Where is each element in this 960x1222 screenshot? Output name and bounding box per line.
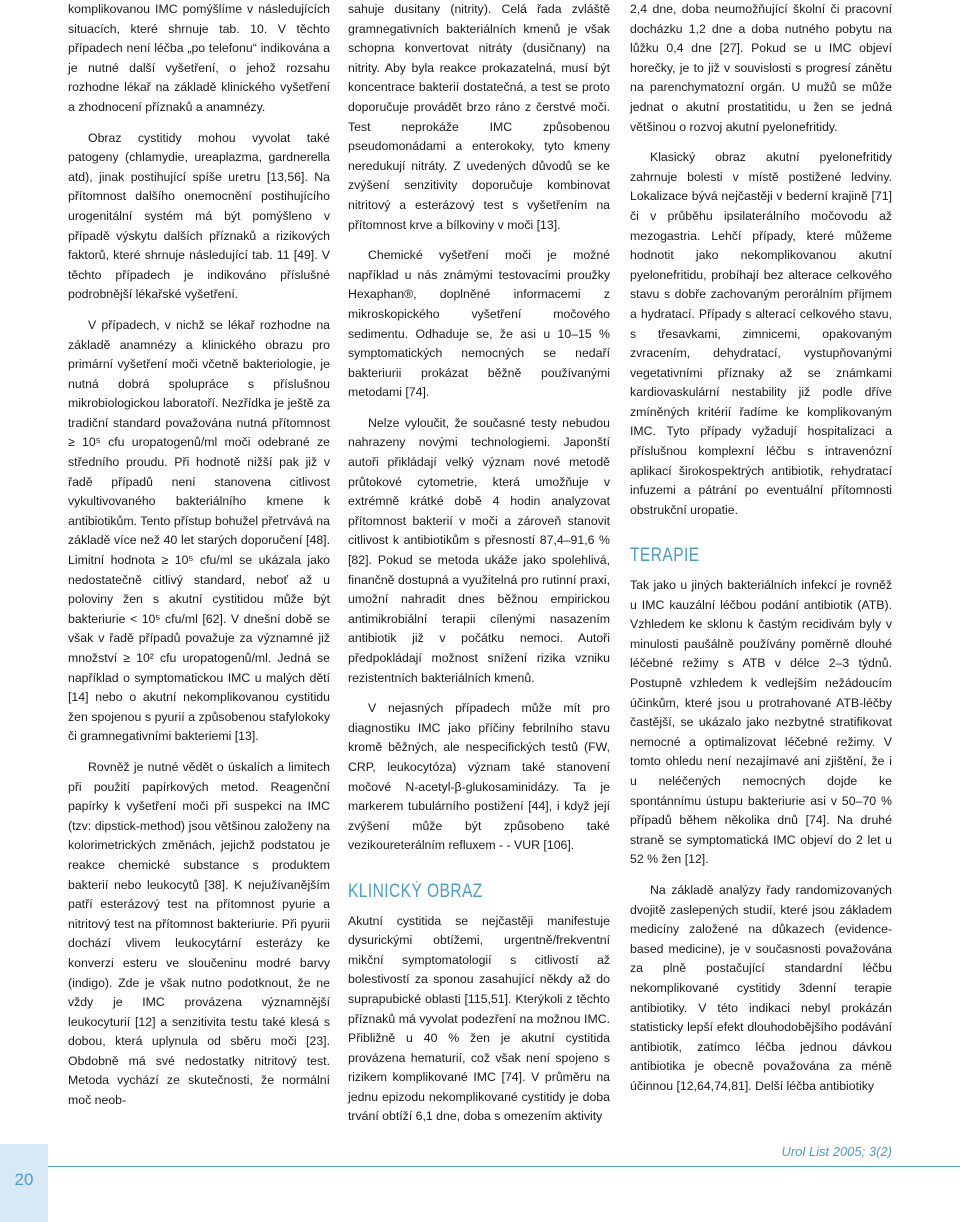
- page-number: 20: [14, 1170, 34, 1189]
- paragraph: V případech, v nichž se lékař rozhodne na základě anamnézy a klinického obrazu pro primární vyšetření moči včetně bakteriologie, je nutná dobrá spolupráce s příslušnou mikrobiologickou laboratoří. Nezřídka je ještě za tradiční standard považována nutná přítomnost ≥ 10⁵ cfu uropatogenů/ml moči odebrané ze středního proudu. Při hodnotě nižší pak již v řadě případů není stanovena citlivost vykultivovaného bakteriálního kmene k antibiotikům. Tento přístup bohužel přetrvává na základě více než 40 let starých doporučení [48]. Limitní hodnota ≥ 10⁵ cfu/ml se ukázala jako nedostatečně citlivý standard, neboť až u poloviny žen s akutní cystitidou může být bakteriurie < 10⁵ cfu/ml [62]. V dnešní době se však v řadě případů považuje za významné již množství ≥ 10² cfu uropatogenů/ml. Jedná se například o symptomatickou IMC u malých dětí [14] nebo o akutní nekomplikovanou cystitidu žen spojenou s pyurií a způsobenou stafylokoky či gramnegativními bakteriemi [13].: [68, 317, 330, 744]
- paragraph: komplikovanou IMC pomýšlíme v následujících situacích, které shrnuje tab. 10. V těchto případech není léčba „po telefonu“ indikována a je nutné další vyšetření, o jehož rozsahu rozhodne lékař na základě klinického vyšetření a zhodnocení příznaků a anamnézy.: [68, 2, 330, 114]
- paragraph: Obraz cystitidy mohou vyvolat také patogeny (chlamydie, ureaplazma, gardnerella atd), jinak postihující spíše uretru [13,56]. Na přítomnost dalšího onemocnění postihujícího urogenitální systém má být pomýšleno v případě výskytu dalších příznaků a rizikových faktorů, které shrnuje následující tab. 11 [49]. V těchto případech je indikováno příslušné podrobnější lékařské vyšetření.: [68, 130, 330, 302]
- text-column-2: [348, 0, 610, 1138]
- section-heading-terapie: TERAPIE: [630, 545, 700, 567]
- footer-rule: [48, 1166, 960, 1167]
- journal-citation: Urol List 2005; 3(2): [781, 1144, 892, 1159]
- paragraph: sahuje dusitany (nitrity). Celá řada zvláště gramnegativních bakteriálních kmenů je však schopna konvertovat nitráty (dusičnany) na nitrity. Aby byla reakce prokazatelná, musí být koncentrace bakterií dostatečná, a test se proto doporučuje provádět brzo ráno z čerstvé moči. Test neprokáže IMC způsobenou pseudomonádami a enterokoky, tyto kmeny neredukují nitráty. Z uvedených důvodů se ke zvýšení senzitivity doporučuje kombinovat nitritový a esterázový test s vyšetřením na přítomnost krve a bílkoviny v moči [13].: [348, 2, 610, 232]
- paragraph: Tak jako u jiných bakteriálních infekcí je rovněž u IMC kauzální léčbou podání antibiotik (ATB). Vzhledem ke sklonu k častým recidivám byly v minulosti paušálně používány poměrně dlouhé léčebné režimy s ATB v délce 2–3 týdnů. Postupně vzhledem k vedlejším nežádoucím účinkům, které jsou u protrahované ATB-léčby častější, se ukázalo jako nezbytné stratifikovat nemocné a optimalizovat léčebné režimy. V tomto ohledu není nezajímavé ani zjištění, že i u neléčených nemocných dojde ke spontánnímu ústupu bakteriurie asi v 50–70 % případů během několika dnů [74]. Na druhé straně se symptomatická IMC objeví do 2 let u 52 % žen [12].: [630, 578, 892, 867]
- text-column-1: [68, 0, 330, 1122]
- paragraph: Nelze vyloučit, že současné testy nebudou nahrazeny novými technologiemi. Japonští autoři přikládají velký význam nové metodě průtokové cytometrie, která umožňuje v extrémně krátké době 4 hodin analyzovat přítomnost bakterií v moči a zároveň stanovit citlivost k antibiotikům s přesností 87,4–91,6 % [82]. Pokud se metoda ukáže jako spolehlivá, finančně dostupná a využitelná pro rutinní praxi, umožní nahradit dnes běžnou empirickou antimikrobiální terapii cílenými nasazením antibiotik již v počátku nemoci. Autoři předpokládají možnost snížení rizika vzniku rezistentních bakteriálních kmenů.: [348, 415, 610, 685]
- text-column-3: [630, 0, 892, 1107]
- paragraph: Akutní cystitida se nejčastěji manifestuje dysurickými obtížemi, urgentně/frekventní mikční symptomatologií s citlivostí až bolestivostí za sponou zasahující někdy až do suprapubické oblasti [115,51]. Kterýkoli z těchto příznaků má vyvolat podezření na možnou IMC. Přibližně u 40 % žen je akutní cystitida provázena hematurií, což však není spojeno s rizikem komplikované IMC [74]. V průměru na jednu epizodu nekomplikované cystitidy je doba trvání obtíží 6,1 dne, doba s omezením aktivity: [348, 913, 610, 1124]
- section-heading-klinicky-obraz: KLINICKÝ OBRAZ: [348, 880, 483, 902]
- paragraph: V nejasných případech může mít pro diagnostiku IMC jako příčiny febrilního stavu kromě běžných, ale nespecifických testů (FW, CRP, leukocytóza) význam také stanovení močové N-acetyl-β-glukosaminidázy. Ta je markerem tubulárního postižení [44], i když její zvýšení může být způsobeno také vezikoureterálním refluxem - - VUR [106].: [348, 701, 610, 853]
- paragraph: Chemické vyšetření moči je možné například u nás známými testovacími proužky Hexaphan®, doplněné informacemi z mikroskopického vyšetření močového sedimentu. Odhaduje se, že asi u 10–15 % symptomatických nemocných se nedaří bakteriurii prokázat běžně používanými metodami [74].: [348, 248, 610, 400]
- paragraph: Rovněž je nutné vědět o úskalích a limitech při použití papírkových metod. Reagenční papírky k vyšetření moči při suspekci na IMC (tzv: dipstick-method) jsou většinou založeny na kolorimetrických změnách, jejichž podstatou je reakce chemické substance s produktem bakterií nebo leukocytů [38]. K nejužívanějším patří esterázový test na přítomnost pyurie a nitritový test na přítomnost bakteriurie. Při pyurii dochází vlivem leukocytární esterázy ke konverzi esteru ve sloučeninu modré barvy (indigo). Zde je však nutno podotknout, že ne vždy je IMC provázena významnější leukocyturií [12] a senzitivita testu také klesá s dobou, která uplynula od sběru moči [23]. Obdobně má své nedostatky nitritový test. Metoda vychází ze skutečnosti, že normální moč neob-: [68, 759, 330, 1108]
- paragraph: 2,4 dne, doba neumožňující školní či pracovní docházku 1,2 dne a doba nutného pobytu na lůžku 0,4 dne [27]. Pokud se u IMC objeví horečky, je to již v souvislosti s progresí zánětu na parenchymatozní orgán. U mužů se může jednat o akutní prostatitidu, u žen se jedná většinou o rozvoj akutní pyelonefritidy.: [630, 2, 892, 134]
- paragraph: Na základě analýzy řady randomizovaných dvojitě zaslepených studií, které jsou základem medicíny založené na důkazech (evidence-based medicine), je v současnosti považována za plně postačující standardní léčbu nekomplikované cystitidy 3denní terapie antibiotiky. V této indikaci nebyl prokázán statisticky lepší efekt dlouhodobějšího podávání antibiotik, zatímco léčba jednou dávkou antibiotika je obecně považována za méně účinnou [12,64,74,81]. Delší léčba antibiotiky: [630, 882, 892, 1093]
- paragraph: Klasický obraz akutní pyelonefritidy zahrnuje bolesti v místě postižené ledviny. Lokalizace bývá nejčastěji v bederní krajině [71] či v průběhu ipsilaterálního močovodu až mezogastria. Lehčí případy, které můžeme hodnotit jako nekomplikovanou akutní pyelonefritidu, probíhají bez alterace celkového stavu s dobře zachovaným perorálním příjmem a hydratací. Případy s alterací celkového stavu, s třesavkami, zimnicemi, opakovaným zvracením, dehydratací, vystupňovanými vegetativními příznaky až se známkami kardiovaskulární nestability již podle dříve zmíněných kritérií řadíme ke komplikovaným IMC. Tyto případy vyžadují hospitalizaci a příslušnou komplexní léčbu s intravenózní aplikací širokospektrých antibiotik, rehydratací infuzemi a pátrání po eventuální přítomnosti obstrukční uropatie.: [630, 150, 892, 517]
